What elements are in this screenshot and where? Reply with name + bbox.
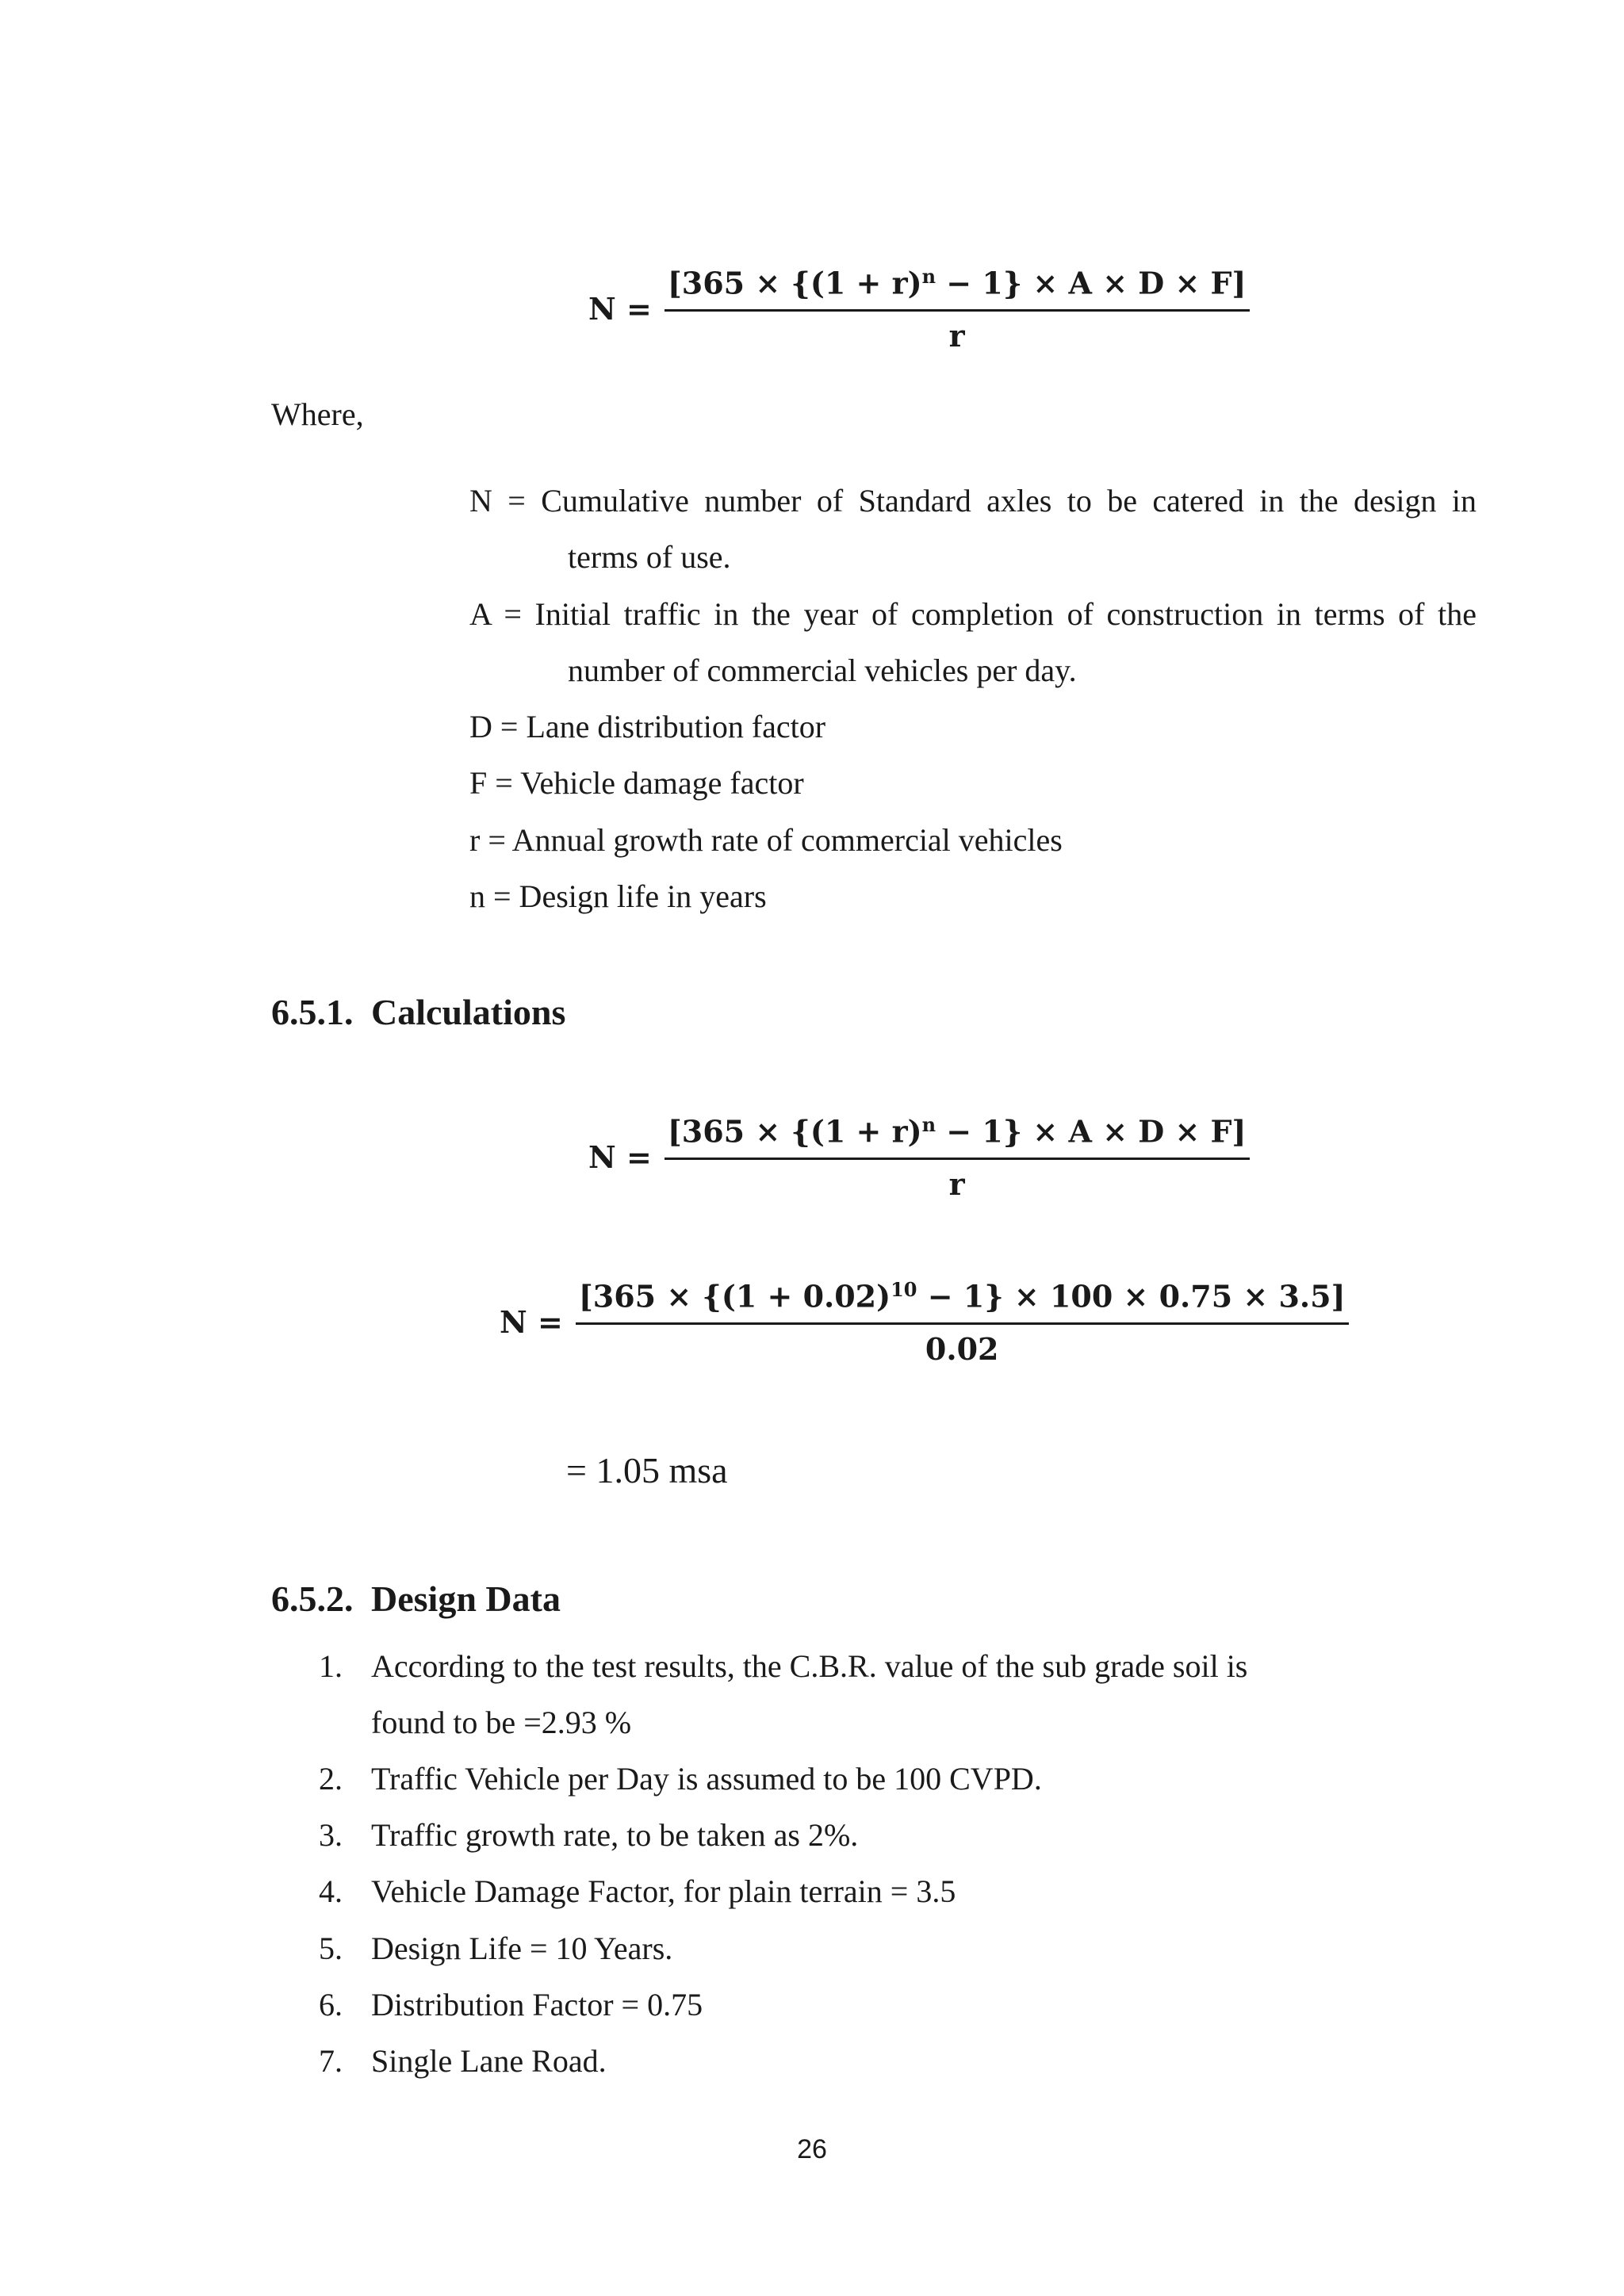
formula-lhs: N = — [588, 1139, 652, 1176]
definition-n-cont: terms of use. — [568, 539, 731, 575]
list-item: 1. According to the test results, the C.B.R. value of the sub grade soil is — [319, 1648, 1248, 1684]
list-item: 7. Single Lane Road. — [319, 2043, 607, 2079]
formula-denominator: 0.02 — [925, 1330, 999, 1367]
formula-substituted — [500, 1278, 1349, 1367]
section-heading-design-data: 6.5.2. Design Data — [271, 1578, 561, 1619]
formula-fraction — [576, 1278, 1349, 1367]
calculation-result: = 1.05 msa — [566, 1450, 728, 1490]
formula-numerator: $[365 \times \{(1 + r)^n - 1\} \times A \times D \times F]$ — [667, 1113, 1247, 1150]
definition-a-cont: number of commercial vehicles per day. — [568, 652, 1077, 688]
definition-f: F = Vehicle damage factor — [469, 765, 804, 801]
formula-lhs: N = — [500, 1304, 563, 1341]
section-heading-calculations: 6.5.1. Calculations — [271, 992, 566, 1032]
list-item: 3. Traffic growth rate, to be taken as 2%. — [319, 1817, 859, 1853]
list-item: 5. Design Life = 10 Years. — [319, 1931, 673, 1966]
definition-a: A = Initial traffic in the year of completion of construction in terms of the — [469, 596, 1477, 632]
list-item: 4. Vehicle Damage Factor, for plain terrain = 3.5 — [319, 1873, 956, 1909]
formula-general — [588, 265, 1250, 354]
list-item-cont: found to be =2.93 % — [371, 1705, 632, 1740]
formula-numerator: $[365 \times \{(1 + r)^n - 1\} \times A \times D \times F]$ — [667, 265, 1247, 301]
definition-r: r = Annual growth rate of commercial vehicles — [469, 822, 1063, 858]
list-item: 2. Traffic Vehicle per Day is assumed to be 100 CVPD. — [319, 1761, 1042, 1797]
formula-fraction — [665, 265, 1250, 354]
formula-numerator: $[365 \times \{(1 + 0.02)^{10} - 1\} \times 100 \times 0.75 \times 3.5]$ — [578, 1278, 1346, 1314]
formula-denominator: r — [948, 1165, 965, 1202]
formula-fraction — [665, 1113, 1250, 1202]
formula-lhs: N = — [588, 291, 652, 327]
where-label: Where, — [271, 396, 364, 432]
page-number: 26 — [797, 2134, 827, 2164]
list-item: 6. Distribution Factor = 0.75 — [319, 1987, 703, 2022]
definition-n-life: n = Design life in years — [469, 878, 767, 914]
definition-n: N = Cumulative number of Standard axles to be catered in the design in — [469, 483, 1477, 519]
formula-general-repeat — [588, 1113, 1250, 1202]
definition-d: D = Lane distribution factor — [469, 709, 826, 744]
formula-denominator: r — [948, 317, 965, 354]
